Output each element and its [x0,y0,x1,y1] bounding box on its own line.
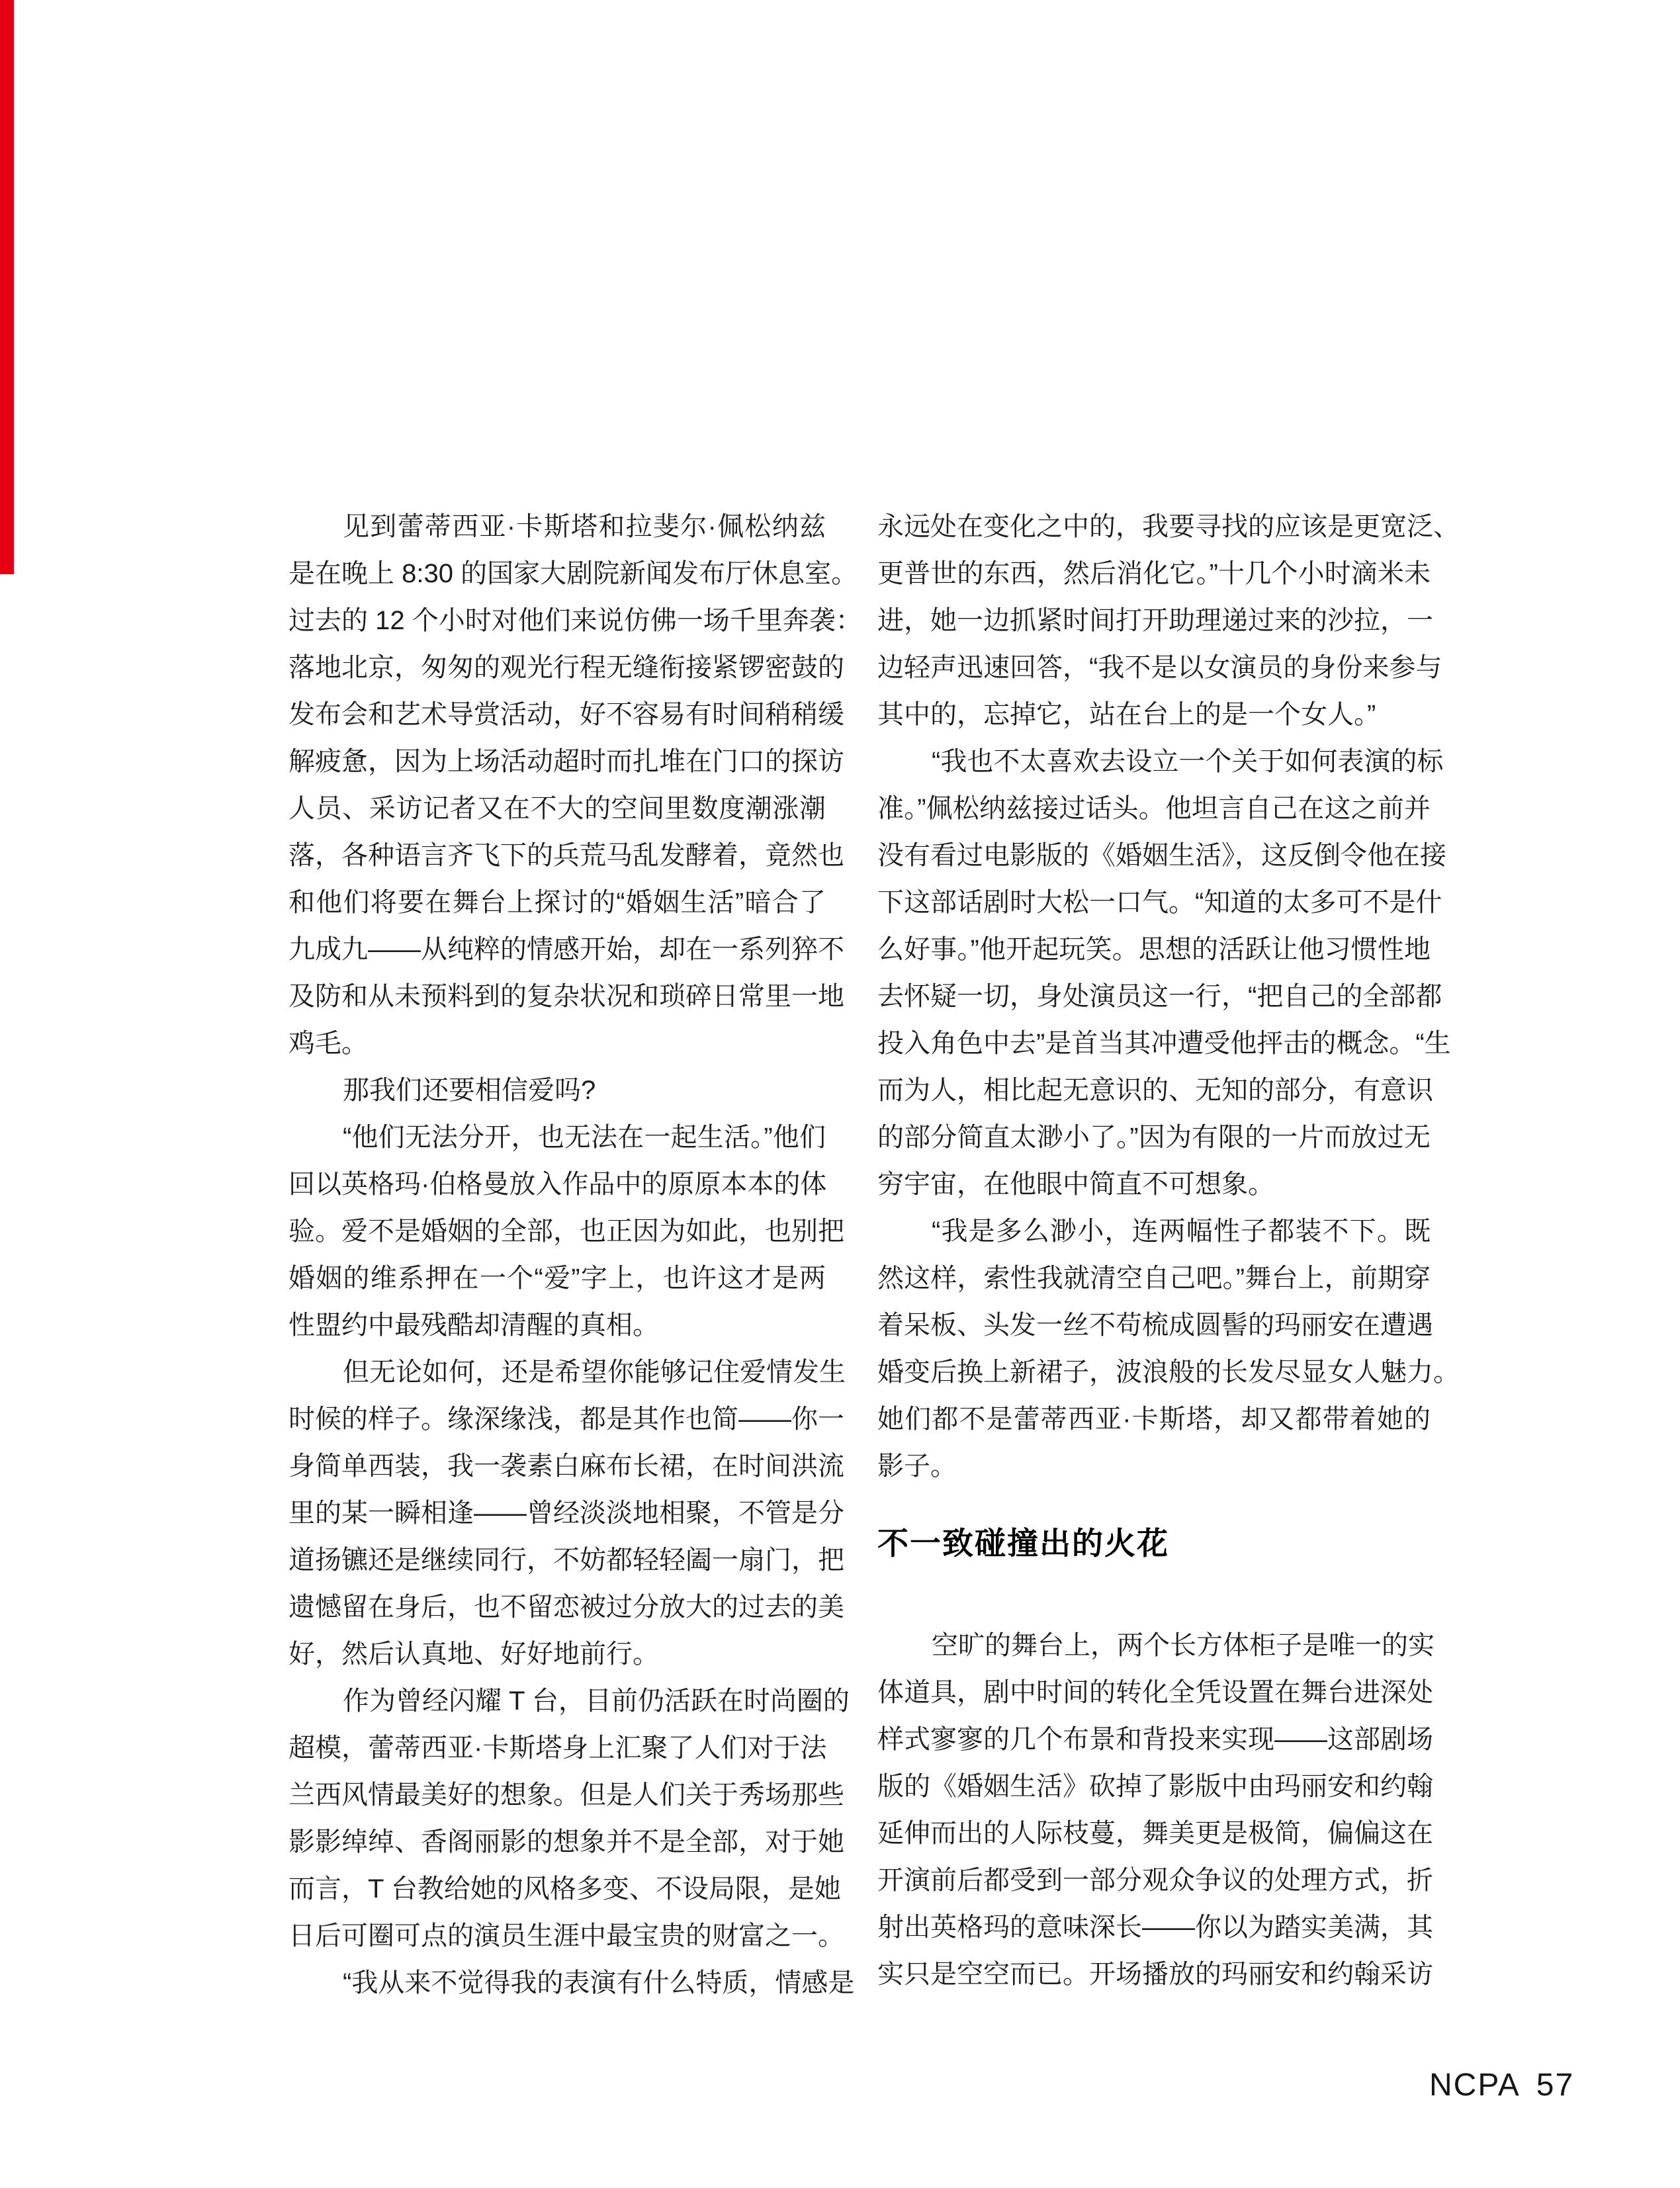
text-line: 落地北京，匆匆的观光行程无缝衔接紧锣密鼓的 [288,653,844,682]
text-line: 好，然后认真地、好好地前行。 [288,1640,659,1669]
text-line: 过去的 12 个小时对他们来说仿佛一场千里奔袭： [288,606,862,635]
footer-page-number: 57 [1536,2068,1575,2103]
text-line: 见到蕾蒂西亚·卡斯塔和拉斐尔·佩松纳兹 [343,512,826,541]
text-line: 解疲惫，因为上场活动超时而扎堆在门口的探访 [288,747,844,776]
text-line: 但无论如何，还是希望你能够记住爱情发生 [343,1358,846,1387]
text-line: 验。爱不是婚姻的全部，也正因为如此，也别把 [288,1217,844,1246]
text-line: 人员、采访记者又在不大的空间里数度潮涨潮 [288,794,826,823]
text-line: 然这样，索性我就清空自己吧。”舞台上，前期穿 [877,1264,1431,1293]
text-line: 九成九——从纯粹的情感开始，却在一系列猝不 [288,935,844,964]
text-line: 下这部话剧时大松一口气。“知道的太多可不是什 [877,888,1442,917]
text-line: “我从来不觉得我的表演有什么特质，情感是 [343,1968,855,1997]
text-line: 投入角色中去”是首当其冲遭受他抨击的概念。“生 [877,1029,1451,1058]
text-line: 婚变后换上新裙子，波浪般的长发尽显女人魅力。 [877,1358,1460,1387]
text-line: 和他们将要在舞台上探讨的“婚姻生活”暗合了 [288,888,826,917]
text-line: 没有看过电影版的《婚姻生活》，这反倒令他在接 [877,841,1446,870]
text-line: 实只是空空而已。开场播放的玛丽安和约翰采访 [877,1960,1433,1989]
text-line: 作为曾经闪耀 T 台，目前仍活跃在时尚圈的 [343,1686,850,1716]
text-line: 去怀疑一切，身处演员这一行，“把自己的全部都 [877,982,1442,1011]
text-line: 遗憾留在身后，也不留恋被过分放大的过去的美 [288,1593,844,1622]
text-line: 影影绰绰、香阁丽影的想象并不是全部，对于她 [288,1827,844,1857]
text-line: 进，她一边抓紧时间打开助理递过来的沙拉，一 [877,606,1433,635]
text-line: 穷宇宙，在他眼中简直不可想象。 [877,1170,1274,1199]
section-heading: 不一致碰撞出的火花 [877,1526,1169,1561]
text-line: 边轻声迅速回答，“我不是以女演员的身份来参与 [877,653,1442,682]
text-line: 射出英格玛的意味深长——你以为踏实美满，其 [877,1913,1433,1942]
text-line: 日后可圈可点的演员生涯中最宝贵的财富之一。 [288,1921,844,1950]
text-line: 兰西风情最美好的想象。但是人们关于秀场那些 [288,1780,844,1810]
article-right-column-bottom [877,1622,1435,1998]
text-line: 回以英格玛·伯格曼放入作品中的原原本本的体 [288,1170,827,1199]
text-line: 落，各种语言齐飞下的兵荒马乱发酵着，竟然也 [288,841,844,870]
text-line: 其中的，忘掉它，站在台上的是一个女人。” [877,700,1376,729]
text-line: 是在晚上 8:30 的国家大剧院新闻发布厅休息室。 [288,559,858,588]
footer-brand-label: NCPA [1429,2068,1521,2103]
text-line: 而为人，相比起无意识的、无知的部分，有意识 [877,1076,1433,1105]
text-line: 么好事。”他开起玩笑。思想的活跃让他习惯性地 [877,935,1431,964]
text-line: 那我们还要相信爱吗? [343,1076,596,1105]
text-line: 超模，蕾蒂西亚·卡斯塔身上汇聚了人们对于法 [288,1733,827,1763]
text-line: 样式寥寥的几个布景和背投来实现——这部剧场 [877,1725,1433,1754]
text-line: 的部分简直太渺小了。”因为有限的一片而放过无 [877,1123,1431,1152]
text-line: 空旷的舞台上，两个长方体柜子是唯一的实 [932,1631,1435,1660]
text-line: 准。”佩松纳兹接过话头。他坦言自己在这之前并 [877,794,1431,823]
text-line: 及防和从未预料到的复杂状况和琐碎日常里一地 [288,982,844,1011]
text-line: 她们都不是蕾蒂西亚·卡斯塔，却又都带着她的 [877,1405,1431,1434]
text-line: “我是多么渺小，连两幅性子都装不下。既 [932,1217,1431,1246]
page-footer [1429,2068,1574,2103]
text-line: 体道具，剧中时间的转化全凭设置在舞台进深处 [877,1678,1433,1707]
text-line: “我也不太喜欢去设立一个关于如何表演的标 [932,747,1444,776]
text-line: 永远处在变化之中的，我要寻找的应该是更宽泛、 [877,512,1460,541]
text-line: 着呆板、头发一丝不苟梳成圆髻的玛丽安在遭遇 [877,1311,1433,1340]
text-line: 延伸而出的人际枝蔓，舞美更是极简，偏偏这在 [877,1819,1433,1848]
text-line: 鸡毛。 [288,1029,368,1058]
text-line: 而言，T 台教给她的风格多变、不设局限，是她 [288,1874,841,1904]
article-left-column [288,503,862,2007]
text-line: 影子。 [877,1452,957,1481]
spine-accent-bar [0,0,14,574]
text-line: 身简单西装，我一袭素白麻布长裙，在时间洪流 [288,1452,844,1481]
text-line: 开演前后都受到一部分观众争议的处理方式，折 [877,1866,1433,1895]
text-line: 版的《婚姻生活》砍掉了影版中由玛丽安和约翰 [877,1772,1433,1801]
text-line: 性盟约中最残酷却清醒的真相。 [288,1311,659,1340]
text-line: 婚姻的维系押在一个“爱”字上，也许这才是两 [288,1264,826,1293]
text-line: 里的某一瞬相逢——曾经淡淡地相聚，不管是分 [288,1499,844,1528]
text-line: 发布会和艺术导赏活动，好不容易有时间稍稍缓 [288,700,844,729]
text-line: “他们无法分开，也无法在一起生活。”他们 [343,1123,826,1152]
text-line: 时候的样子。缘深缘浅，都是其作也简——你一 [288,1405,844,1434]
text-line: 道扬镳还是继续同行，不妨都轻轻阖一扇门，把 [288,1546,844,1575]
text-line: 更普世的东西，然后消化它。”十几个小时滴米未 [877,559,1431,588]
article-right-column-top [877,503,1460,1490]
